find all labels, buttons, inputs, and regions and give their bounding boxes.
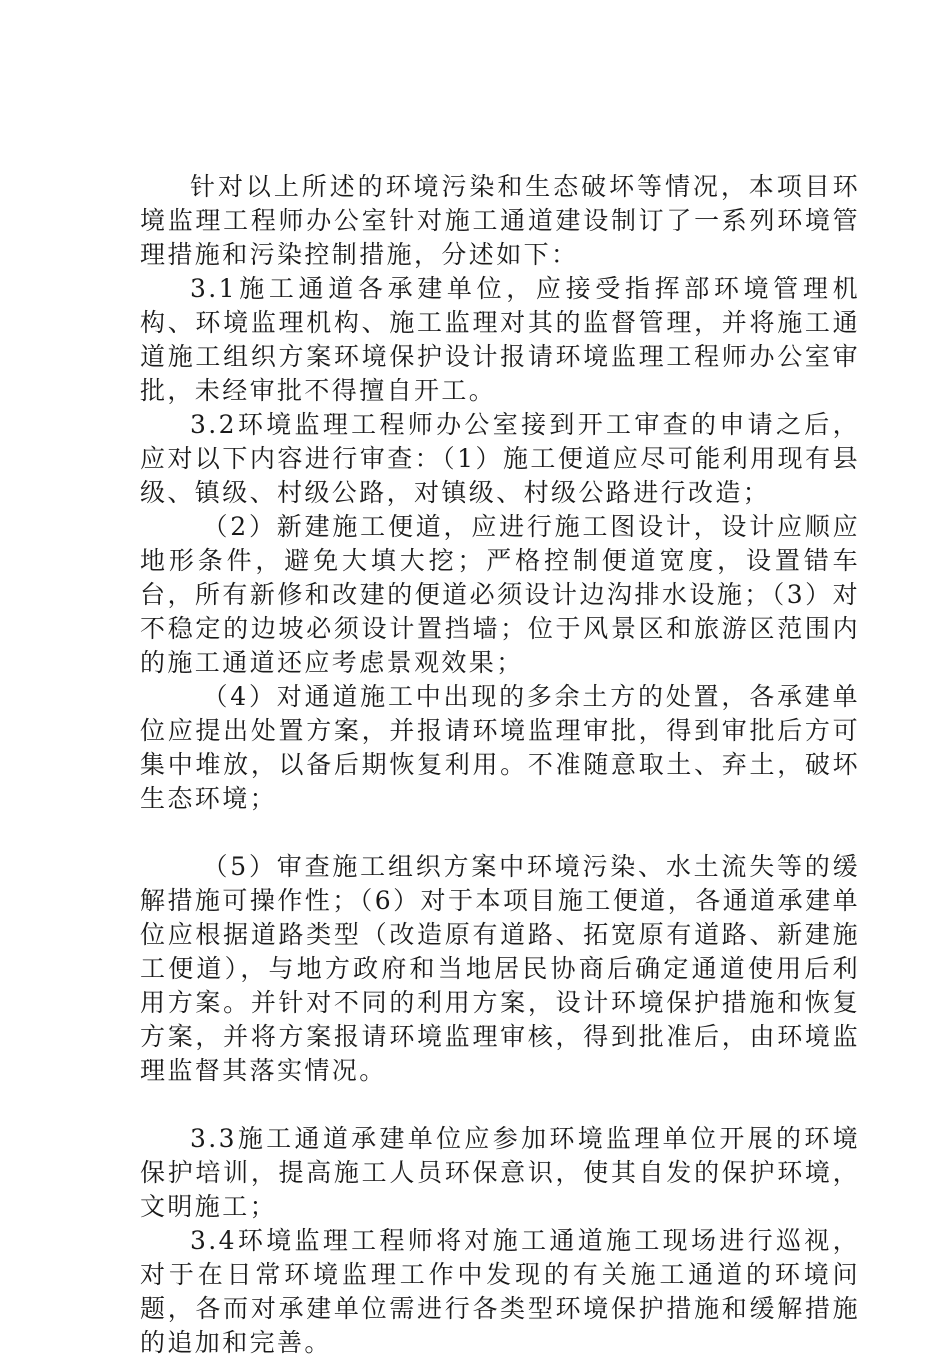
paragraph-3-3: 3.3施工通道承建单位应参加环境监理单位开展的环境保护培训，提高施工人员环保意识，使其自发的保护环境，文明施工； <box>140 1124 860 1221</box>
paragraph-intro: 针对以上所述的环境污染和生态破坏等情况，本项目环境监理工程师办公室针对施工通道建设制订了一系列环境管理措施和污染控制措施，分述如下： <box>140 172 860 269</box>
paragraph-3-2: 3.2环境监理工程师办公室接到开工审查的申请之后，应对以下内容进行审查：（1）施工便道应尽可能利用现有县级、镇级、村级公路，对镇级、村级公路进行改造； <box>140 410 860 507</box>
document-body <box>140 170 860 1360</box>
paragraph-3-4: 3.4环境监理工程师将对施工通道施工现场进行巡视，对于在日常环境监理工作中发现的有关施工通道的环境问题，各而对承建单位需进行各类型环境保护措施和缓解措施的追加和完善。 <box>140 1226 860 1357</box>
paragraph-item-2-3: （2）新建施工便道，应进行施工图设计，设计应顺应地形条件，避免大填大挖；严格控制便道宽度，设置错车台，所有新修和改建的便道必须设计边沟排水设施；（3）对不稳定的边坡必须设计置挡墙；位于风景区和旅游区范围内的施工通道还应考虑景观效果； <box>140 512 860 677</box>
paragraph-3-1: 3.1施工通道各承建单位，应接受指挥部环境管理机构、环境监理机构、施工监理对其的监督管理，并将施工通道施工组织方案环境保护设计报请环境监理工程师办公室审批，未经审批不得擅自开工。 <box>140 274 860 405</box>
blank-line <box>140 816 860 850</box>
paragraph-item-4: （4）对通道施工中出现的多余土方的处置，各承建单位应提出处置方案，并报请环境监理审批，得到审批后方可集中堆放，以备后期恢复利用。不准随意取土、弃土，破坏生态环境； <box>140 682 860 813</box>
paragraph-item-5-6: （5）审查施工组织方案中环境污染、水土流失等的缓解措施可操作性；（6）对于本项目施工便道，各通道承建单位应根据道路类型（改造原有道路、拓宽原有道路、新建施工便道），与地方政府和当地居民协商后确定通道使用后利用方案。并针对不同的利用方案，设计环境保护措施和恢复方案，并将方案报请环境监理审核，得到批准后，由环境监理监督其落实情况。 <box>140 852 860 1085</box>
blank-line <box>140 1088 860 1122</box>
